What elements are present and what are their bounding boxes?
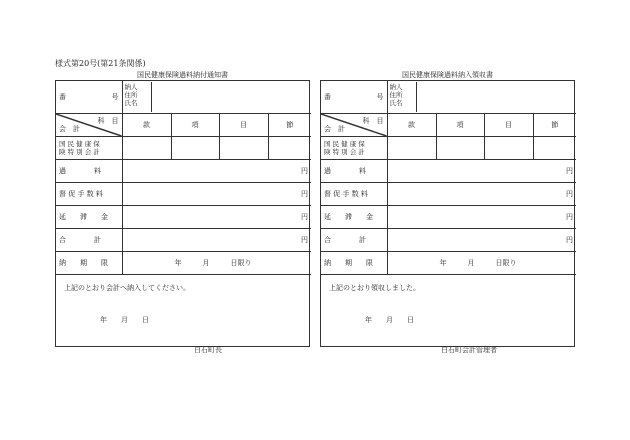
col-moku: 目 [484,113,533,136]
kan-value[interactable] [387,136,436,159]
total-amount[interactable]: 円 [387,228,576,251]
moku-value[interactable] [484,136,533,159]
row-label-fee: 督 促 手 数 料 [321,182,387,205]
receipt-title: 国民健康保険過料納入領収書 [402,71,493,79]
receipt-message: 上記のとおり領収しました。 [329,283,420,292]
notice-note [56,275,309,363]
fee-amount[interactable]: 円 [122,182,311,205]
kan-value[interactable] [122,136,171,159]
col-moku: 目 [219,113,268,136]
row-label-fine: 過 料 [56,159,122,182]
total-amount[interactable]: 円 [122,228,311,251]
row-label-delay: 延 滞 金 [321,205,387,228]
account-name: 国 民 健 康 保 険 特 別 会 計 [56,136,122,159]
col-setsu: 節 [268,113,311,136]
row-label-fine: 過 料 [321,159,387,182]
row-label-delay: 延 滞 金 [56,205,122,228]
payer-label: 納人 住所 氏名 [123,82,152,112]
kou-value[interactable] [171,136,219,159]
payer-field[interactable] [417,82,577,112]
setsu-value[interactable] [533,136,576,159]
fine-amount[interactable]: 円 [387,159,576,182]
receipt-date: 年 月 日 [365,315,414,324]
receipt-form [320,80,575,354]
delay-amount[interactable]: 円 [122,205,311,228]
row-label-fee: 督 促 手 数 料 [56,182,122,205]
deadline-value[interactable]: 年 月 日限り [387,251,576,274]
delay-amount[interactable]: 円 [387,205,576,228]
notice-form [55,80,310,354]
form-label: 様式第20号(第21条関係) [55,59,146,68]
payer-field[interactable] [152,82,312,112]
fine-amount[interactable]: 円 [122,159,311,182]
col-kan: 款 [122,113,171,136]
payer-label: 納人 住所 氏名 [388,82,417,112]
kou-value[interactable] [436,136,484,159]
account-name: 国 民 健 康 保 険 特 別 会 計 [321,136,387,159]
notice-title: 国民健康保険過料納付通知書 [137,71,228,79]
receipt-signer: 白石町会計管理者 [441,345,497,354]
notice-signer: 白石町長 [194,345,222,354]
row-label-total: 合 計 [321,228,387,251]
subject-header: 科 目 会 計 [321,113,387,136]
moku-value[interactable] [219,136,268,159]
subject-header: 科 目 会 計 [56,113,122,136]
fee-amount[interactable]: 円 [387,182,576,205]
col-setsu: 節 [533,113,576,136]
notice-message: 上記のとおり会計へ納入してください。 [64,283,190,292]
deadline-label: 納 期 限 [56,251,122,274]
col-kan: 款 [387,113,436,136]
setsu-value[interactable] [268,136,311,159]
col-kou: 項 [436,113,484,136]
number-label: 番 号 [321,81,387,113]
notice-date: 年 月 日 [100,315,149,324]
receipt-note [321,275,574,363]
deadline-label: 納 期 限 [321,251,387,274]
deadline-value[interactable]: 年 月 日限り [122,251,311,274]
number-label: 番 号 [56,81,122,113]
col-kou: 項 [171,113,219,136]
row-label-total: 合 計 [56,228,122,251]
